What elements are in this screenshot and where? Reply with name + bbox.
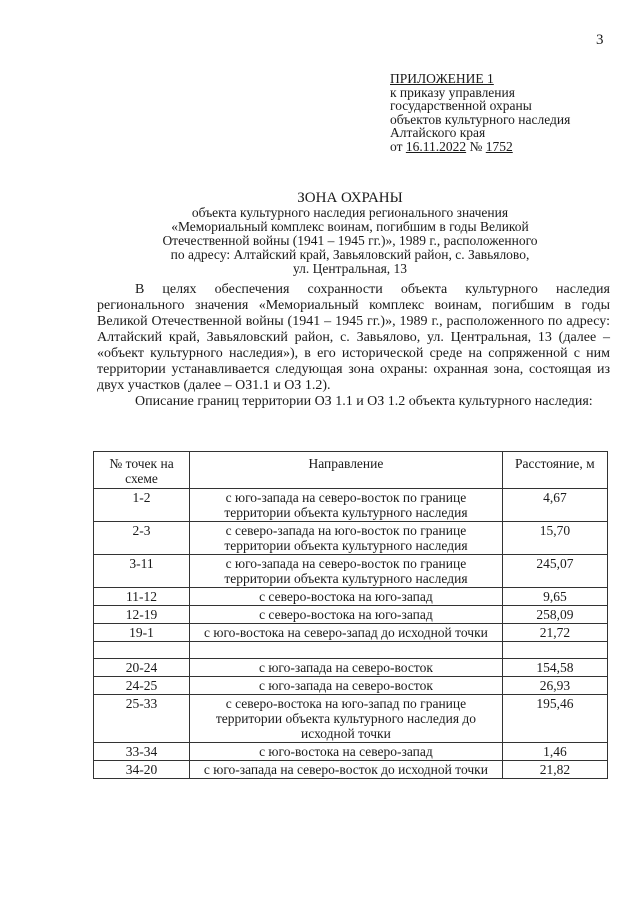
- header-distance: Расстояние, м: [502, 452, 607, 489]
- cell-points: 24-25: [94, 677, 190, 695]
- table-row: [94, 588, 608, 606]
- appendix-block: [390, 72, 570, 153]
- table-row: [94, 695, 608, 743]
- order-number: 1752: [485, 138, 513, 154]
- cell-distance: 245,07: [502, 555, 607, 588]
- page-number: 3: [596, 32, 604, 48]
- cell-points: 19-1: [94, 624, 190, 642]
- table-row: [94, 606, 608, 624]
- zone-subtitle-line: «Мемориальный комплекс воинам, погибшим в годы Великой: [171, 219, 529, 234]
- cell-distance: 21,72: [502, 624, 607, 642]
- header-direction: Направление: [190, 452, 503, 489]
- cell-direction: с северо-востока на юго-запад: [190, 606, 503, 624]
- cell-points: 3-11: [94, 555, 190, 588]
- cell-direction: с северо-востока на юго-запад: [190, 588, 503, 606]
- table-row: [94, 555, 608, 588]
- cell-points: [94, 642, 190, 659]
- zone-subtitle-line: по адресу: Алтайский край, Завьяловский район, с. Завьялово,: [170, 247, 530, 262]
- cell-distance: 4,67: [502, 489, 607, 522]
- date-prefix: от: [390, 138, 403, 154]
- cell-distance: 15,70: [502, 522, 607, 555]
- appendix-line: государственной охраны: [390, 98, 532, 113]
- header-points: № точек на схеме: [94, 452, 190, 489]
- table-row: [94, 761, 608, 779]
- table-row: [94, 489, 608, 522]
- table-row: [94, 522, 608, 555]
- cell-distance: 21,82: [502, 761, 607, 779]
- zone-subtitle-line: ул. Центральная, 13: [292, 261, 408, 276]
- table-row: [94, 624, 608, 642]
- zone-subtitle-line: объекта культурного наследия регионального значения: [191, 205, 509, 220]
- cell-direction: с юго-востока на северо-запад: [190, 743, 503, 761]
- cell-direction: с северо-запада на юго-восток по границе территории объекта культурного наследия: [190, 522, 503, 555]
- cell-points: 34-20: [94, 761, 190, 779]
- cell-direction: с северо-востока на юго-запад по границе территории объекта культурного наследия до исходной точки: [190, 695, 503, 743]
- cell-distance: 195,46: [502, 695, 607, 743]
- cell-points: 2-3: [94, 522, 190, 555]
- table-row: [94, 677, 608, 695]
- cell-points: 11-12: [94, 588, 190, 606]
- cell-points: 20-24: [94, 659, 190, 677]
- cell-direction: [190, 642, 503, 659]
- order-date-line: [390, 140, 570, 154]
- cell-direction: с юго-запада на северо-восток по границе территории объекта культурного наследия: [190, 489, 503, 522]
- intro-paragraph: В целях обеспечения сохранности объекта культурного наследия регионального значения «Мемориальный комплекс воинам, погибшим в годы Великой Отечественной войны (1941 – 1945 гг.)», 1989 г., расположенного по адресу: Алтайский край, Завьяловский район, с. Завьялово, ул. Центральная, 13 (далее – «объект культурного наследия»), в его исторической среде на сопряженной с ним территории устанавливается следующая зона охраны: охранная зона, состоящая из двух участков (далее – ОЗ1.1 и ОЗ 1.2).: [97, 282, 610, 393]
- cell-direction: с юго-запада на северо-восток: [190, 659, 503, 677]
- cell-direction: с юго-запада на северо-восток: [190, 677, 503, 695]
- cell-direction: с юго-запада на северо-восток по границе территории объекта культурного наследия: [190, 555, 503, 588]
- appendix-line: Алтайского края: [390, 125, 486, 140]
- cell-distance: [502, 642, 607, 659]
- table-row: [94, 743, 608, 761]
- zone-header: [100, 190, 600, 276]
- cell-direction: с юго-запада на северо-восток до исходной точки: [190, 761, 503, 779]
- cell-points: 33-34: [94, 743, 190, 761]
- cell-distance: 26,93: [502, 677, 607, 695]
- order-date: 16.11.2022: [405, 138, 467, 154]
- cell-points: 1-2: [94, 489, 190, 522]
- body-text: [97, 282, 610, 410]
- table-header-row: [94, 452, 608, 489]
- cell-points: 25-33: [94, 695, 190, 743]
- cell-direction: с юго-востока на северо-запад до исходной точки: [190, 624, 503, 642]
- cell-distance: 1,46: [502, 743, 607, 761]
- appendix-line: к приказу управления: [390, 84, 515, 100]
- appendix-line: объектов культурного наследия: [390, 111, 571, 127]
- cell-points: 12-19: [94, 606, 190, 624]
- description-paragraph: Описание границ территории ОЗ 1.1 и ОЗ 1.2 объекта культурного наследия:: [135, 394, 593, 409]
- zone-subtitle-line: Отечественной войны (1941 – 1945 гг.)», 1989 г., расположенного: [162, 233, 538, 248]
- appendix-title: ПРИЛОЖЕНИЕ 1: [390, 71, 494, 86]
- cell-distance: 154,58: [502, 659, 607, 677]
- boundary-table: [93, 451, 608, 779]
- cell-distance: 9,65: [502, 588, 607, 606]
- table-row: [94, 659, 608, 677]
- table-row-empty: [94, 642, 608, 659]
- zone-title: ЗОНА ОХРАНЫ: [297, 190, 403, 206]
- number-prefix: №: [469, 138, 483, 154]
- cell-distance: 258,09: [502, 606, 607, 624]
